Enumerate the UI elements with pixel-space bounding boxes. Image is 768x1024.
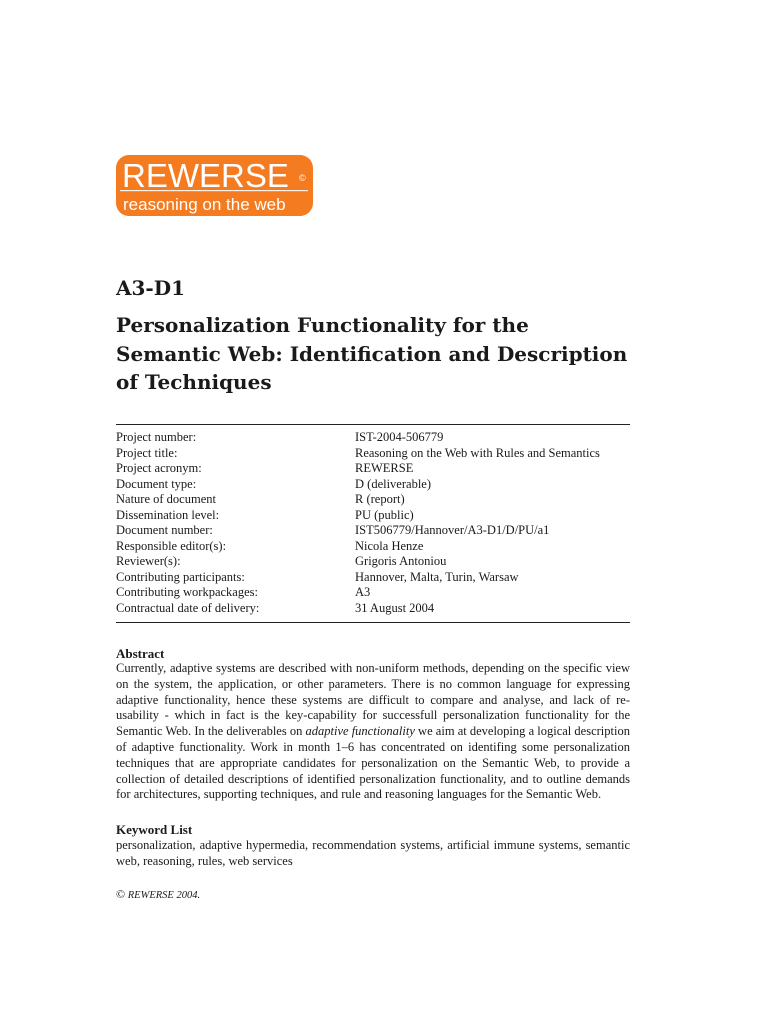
metadata-row xyxy=(116,570,630,586)
metadata-label: Dissemination level: xyxy=(116,507,220,522)
metadata-table xyxy=(116,430,630,616)
abstract-heading: Abstract xyxy=(116,646,165,661)
metadata-label: Nature of document xyxy=(116,492,216,506)
abstract-text-part-2: we aim at developing a logical description of adaptive functionality. Work in month 1–6 has concentrated on identifing some personalization techniques that are appropriate candidates for personalization on the Semantic Web, to provide a collection of detailed descriptions of identified personalization functionality, and to outline demands for architectures, supporting techniques, and rule and reasoning languages for the Semantic Web. xyxy=(116,724,630,802)
metadata-row xyxy=(116,430,630,446)
metadata-row xyxy=(116,477,630,493)
metadata-row xyxy=(116,492,630,508)
logo-tagline: reasoning on the web xyxy=(123,195,286,214)
metadata-value: A3 xyxy=(355,585,371,599)
metadata-value: Reasoning on the Web with Rules and Semantics xyxy=(355,445,600,460)
copyright-notice xyxy=(116,887,200,902)
logo-registered-mark: © xyxy=(299,173,306,183)
abstract-emphasis: adaptive functionality xyxy=(305,724,415,739)
rewerse-logo xyxy=(115,154,315,218)
abstract-text-part-1: Currently, adaptive systems are described with non-uniform methods, depending on the specific view on the system, the application, or other parameters. There is no common language for expressing adaptive functionality, hence these systems are difficult to compare and analyse, and lack of re-usability - which in fact is the key-capability for successfull personalization functionality for the Semantic Web. In the deliverables on xyxy=(116,661,630,739)
metadata-row xyxy=(116,539,630,555)
metadata-value: Hannover, Malta, Turin, Warsaw xyxy=(355,569,519,584)
metadata-label: Project acronym: xyxy=(116,461,202,475)
metadata-value: IST506779/Hannover/A3-D1/D/PU/a1 xyxy=(355,523,550,537)
metadata-value: R (report) xyxy=(355,492,405,506)
metadata-label: Responsible editor(s): xyxy=(116,538,227,553)
copyright-symbol: © xyxy=(116,887,126,901)
metadata-label: Contributing participants: xyxy=(116,569,245,584)
metadata-row xyxy=(116,601,630,617)
keyword-list-heading: Keyword List xyxy=(116,822,193,837)
metadata-label: Contractual date of delivery: xyxy=(116,600,260,615)
metadata-row xyxy=(116,523,630,539)
metadata-value: D (deliverable) xyxy=(355,476,432,491)
metadata-row xyxy=(116,461,630,477)
metadata-label: Document type: xyxy=(116,476,197,491)
abstract-text xyxy=(116,661,630,803)
document-id: A3-D1 xyxy=(116,276,185,300)
keyword-list-text: personalization, adaptive hypermedia, recommendation systems, artificial immune systems, semantic web, reasoning, rules, web services xyxy=(116,838,630,868)
metadata-value: Nicola Henze xyxy=(355,538,424,553)
metadata-value: 31 August 2004 xyxy=(355,600,435,615)
logo-name: REWERSE xyxy=(122,157,289,194)
copyright-text: REWERSE 2004. xyxy=(127,890,201,901)
metadata-value: PU (public) xyxy=(355,507,414,522)
divider-bottom xyxy=(116,622,630,623)
metadata-row xyxy=(116,446,630,462)
metadata-value: IST-2004-506779 xyxy=(355,430,444,444)
metadata-value: Grigoris Antoniou xyxy=(355,554,447,568)
metadata-row xyxy=(116,554,630,570)
metadata-value: REWERSE xyxy=(355,461,414,475)
divider-top xyxy=(116,424,630,425)
document-title: Personalization Functionality for the Semantic Web: Identification and Description of Techniques xyxy=(116,313,628,394)
metadata-label: Contributing workpackages: xyxy=(116,585,258,599)
metadata-row xyxy=(116,585,630,601)
metadata-label: Project number: xyxy=(116,430,197,444)
metadata-label: Document number: xyxy=(116,523,213,537)
metadata-label: Project title: xyxy=(116,445,178,460)
metadata-row xyxy=(116,508,630,524)
metadata-label: Reviewer(s): xyxy=(116,554,181,568)
